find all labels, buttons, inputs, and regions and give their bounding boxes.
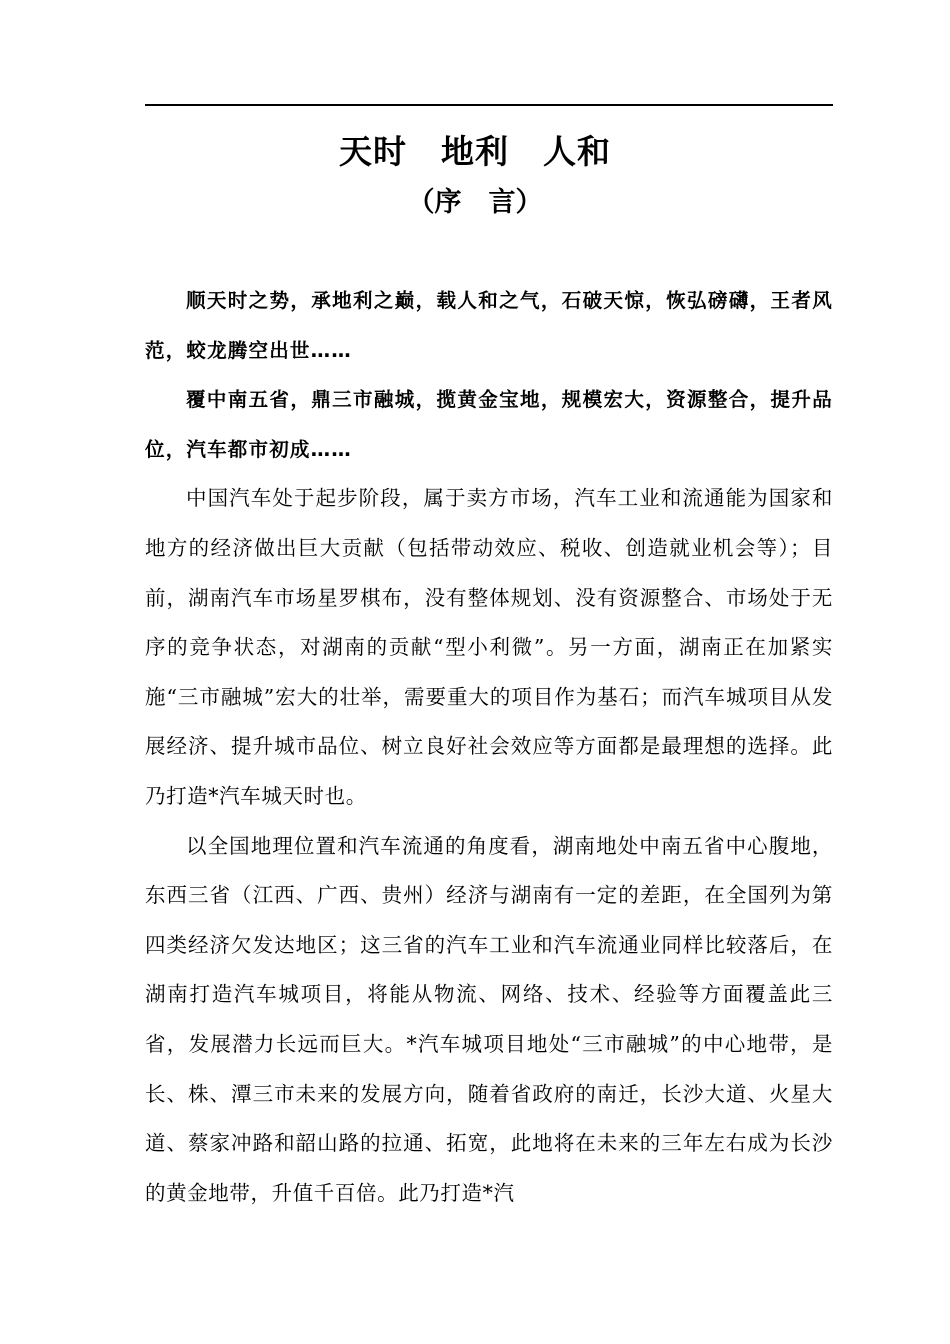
paragraph: 顺天时之势，承地利之巅，载人和之气，石破天惊，恢弘磅礴，王者风范，蛟龙腾空出世…… [145,289,833,362]
paragraph: 中国汽车处于起步阶段，属于卖方市场，汽车工业和流通能为国家和地方的经济做出巨大贡献（包括带动效应、税收、创造就业机会等）；目前，湖南汽车市场星罗棋布，没有整体规划、没有资源整合、市场处于无序的竞争状态，对湖南的贡献“型小利微”。另一方面，湖南正在加紧实施“三市融城”宏大的壮举，需要重大的项目作为基石；而汽车城项目从发展经济、提升城市品位、树立良好社会效应等方面都是最理想的选择。此乃打造*汽车城天时也。 [145,486,833,808]
paragraph: 以全国地理位置和汽车流通的角度看，湖南地处中南五省中心腹地，东西三省（江西、广西、贵州）经济与湖南有一定的差距，在全国列为第四类经济欠发达地区；这三省的汽车工业和汽车流通业同样比较落后，在湖南打造汽车城项目，将能从物流、网络、技术、经验等方面覆盖此三省，发展潜力长远而巨大。*汽车城项目地处“三市融城”的中心地带，是长、株、潭三市未来的发展方向，随着省政府的南迁，长沙大道、火星大道、蔡家冲路和韶山路的拉通、拓宽，此地将在未来的三年左右成为长沙的黄金地带，升值千百倍。此乃打造*汽 [145,833,833,1205]
document-subtitle: （序 言） [407,187,543,218]
document-body [145,276,833,1218]
paragraph: 覆中南五省，鼎三市融城，揽黄金宝地，规模宏大，资源整合，提升品位，汽车都市初成…… [145,388,833,461]
header-rule [145,104,833,106]
document-title: 天时 地利 人和 [339,132,611,171]
